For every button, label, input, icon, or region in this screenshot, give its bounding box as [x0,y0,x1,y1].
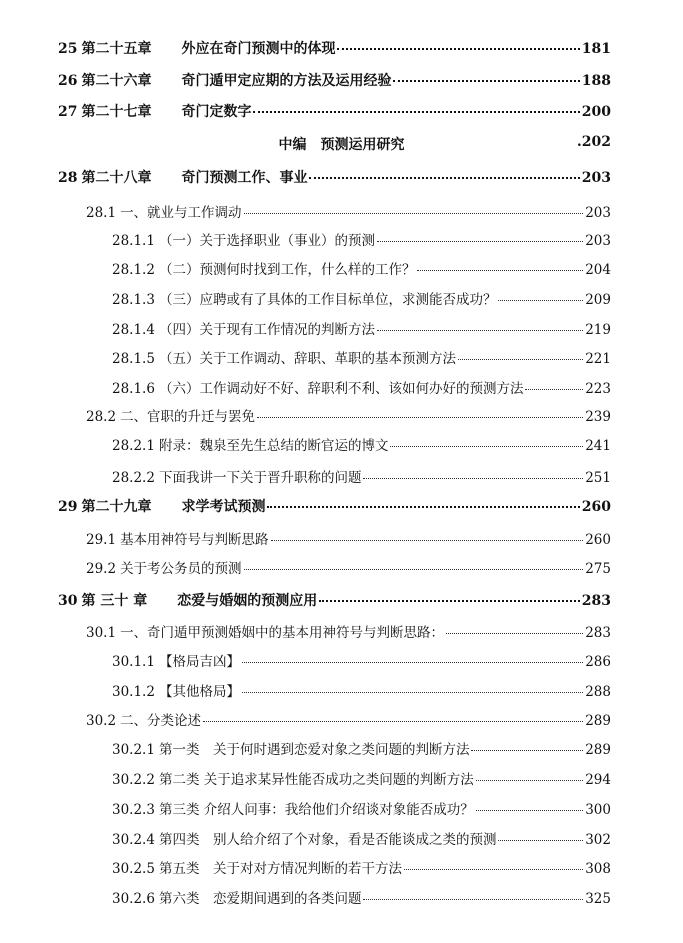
toc-number: 28.2 [86,409,117,425]
dot-leader [337,48,579,50]
toc-entry[interactable] [112,887,611,907]
toc-title: （四）关于现有工作情况的判断方法 [158,322,375,338]
toc-page: 260 [581,499,611,515]
toc-number: 28.1.4 [112,322,155,338]
toc-page: 203 [581,170,611,186]
toc-number: 30.1 [86,625,117,641]
toc-entry[interactable] [112,377,611,397]
toc-page: 286 [585,654,611,670]
dot-leader [458,359,583,360]
dot-leader [253,111,579,113]
dot-leader [244,569,584,570]
toc-entry[interactable] [112,798,611,818]
dot-leader [309,177,579,179]
toc-title: 第五类 关于对对方情况判断的若干方法 [158,861,402,877]
toc-chapter-label: 第二十九章 [81,499,152,515]
dot-leader [446,633,583,634]
dot-leader [404,869,583,870]
toc-entry[interactable] [112,650,611,670]
toc-title: 第一类 关于何时遇到恋爱对象之类问题的判断方法 [158,742,470,758]
toc-entry[interactable] [112,288,611,308]
toc-number: 28.1.1 [112,233,155,249]
dot-leader [363,899,583,900]
toc-entry[interactable] [112,738,611,758]
toc-entry[interactable] [112,318,611,338]
toc-page: 221 [585,351,611,367]
toc-page: 289 [585,713,611,729]
toc-number: 28.1.2 [112,262,155,278]
toc-page: 203 [585,233,611,249]
dot-leader [267,506,579,508]
dot-leader [257,417,583,418]
toc-entry[interactable] [112,434,611,454]
toc-title: （五）关于工作调动、辞职、革职的基本预测方法 [158,351,456,367]
dot-leader [203,721,583,722]
toc-entry[interactable] [112,466,611,486]
toc-chapter-entry[interactable] [58,590,611,610]
toc-number: 25 [58,41,78,57]
toc-title: 附录：魏泉至先生总结的断官运的博文 [158,438,389,454]
toc-number: 30.2.5 [112,861,155,877]
toc-title: 【其他格局】 [158,684,240,700]
toc-entry[interactable] [86,201,611,221]
toc-title: 【格局吉凶】 [158,654,240,670]
dot-leader [377,241,583,242]
dot-leader [525,389,583,390]
dot-leader [390,446,583,447]
toc-number: 29.2 [86,561,117,577]
toc-page: 251 [585,470,611,486]
toc-page: 181 [581,41,611,57]
toc-page: 203 [585,205,611,221]
dot-leader [471,750,583,751]
toc-page: 219 [585,322,611,338]
toc-chapter-entry[interactable] [58,70,611,90]
toc-title: 一、奇门遁甲预测婚姻中的基本用神符号与判断思路： [120,625,445,641]
toc-page: 288 [585,684,611,700]
dot-leader [244,213,584,214]
toc-title: 一、就业与工作调动 [120,205,242,221]
toc-number: 30.2.2 [112,772,155,788]
toc-number: 29 [58,499,78,515]
toc-section-heading[interactable] [0,134,683,154]
dot-leader [242,692,583,693]
toc-entry[interactable] [112,229,611,249]
toc-number: 30.2.1 [112,742,155,758]
toc-number: 29.1 [86,532,117,548]
dot-leader [363,478,583,479]
toc-title: 奇门遁甲定应期的方法及运用经验 [181,73,392,89]
toc-title: 恋爱与婚姻的预测应用 [177,593,318,609]
toc-entry[interactable] [86,405,611,425]
toc-entry[interactable] [86,528,611,548]
toc-page: 300 [585,802,611,818]
toc-number: 28.1 [86,205,117,221]
toc-page: 289 [585,742,611,758]
toc-page: 239 [585,409,611,425]
toc-title: 外应在奇门预测中的体现 [181,41,336,57]
dot-leader [271,540,584,541]
toc-title: 中编 预测运用研究 [278,137,405,153]
toc-page: 308 [585,861,611,877]
toc-page: 204 [585,262,611,278]
toc-page: .202 [576,134,611,150]
toc-page: 200 [581,104,611,120]
toc-page: 223 [585,381,611,397]
toc-title: 求学考试预测 [181,499,266,515]
toc-title: （六）工作调动好不好、辞职利不利、该如何办好的预测方法 [158,381,524,397]
toc-chapter-entry[interactable] [58,496,611,516]
toc-title: （二）预测何时找到工作，什么样的工作？ [158,262,416,278]
dot-leader [393,80,579,82]
toc-entry[interactable] [112,347,611,367]
toc-title: 基本用神符号与判断思路 [120,532,269,548]
toc-number: 30.1.2 [112,684,155,700]
toc-entry[interactable] [86,621,611,641]
dot-leader [377,330,583,331]
toc-chapter-label: 第二十六章 [81,73,152,89]
dot-leader [319,600,580,602]
toc-entry[interactable] [112,680,611,700]
toc-page: 241 [585,438,611,454]
toc-page: 283 [581,593,611,609]
toc-page: 302 [585,832,611,848]
toc-number: 30.2 [86,713,117,729]
toc-entry[interactable] [112,857,611,877]
dot-leader [476,780,583,781]
toc-page: 188 [581,73,611,89]
toc-title: （三）应聘或有了具体的工作目标单位，求测能否成功？ [158,292,497,308]
toc-title: 奇门定数字 [181,104,252,120]
dot-leader [242,662,583,663]
toc-title: 第六类 恋爱期间遇到的各类问题 [158,891,362,907]
toc-title: 下面我讲一下关于晋升职称的问题 [158,470,362,486]
toc-chapter-entry[interactable] [58,167,611,187]
toc-number: 28.2.1 [112,438,155,454]
toc-entry[interactable] [112,768,611,788]
toc-chapter-label: 第二十八章 [81,170,152,186]
toc-number: 28.1.6 [112,381,155,397]
toc-entry[interactable] [86,709,611,729]
toc-chapter-label: 第二十七章 [81,104,152,120]
toc-page: 275 [585,561,611,577]
toc-number: 30.2.3 [112,802,155,818]
toc-title: 第四类 别人给介绍了个对象，看是否能谈成之类的预测 [158,832,497,848]
toc-title: （一）关于选择职业（事业）的预测 [158,233,375,249]
toc-chapter-label: 第 三十 章 [81,593,148,609]
toc-title: 二、分类论述 [120,713,202,729]
toc-number: 30 [58,593,78,609]
toc-number: 30.1.1 [112,654,155,670]
toc-entry[interactable] [86,557,611,577]
toc-chapter-label: 第二十五章 [81,41,152,57]
toc-number: 28 [58,170,78,186]
toc-title: 关于考公务员的预测 [120,561,242,577]
toc-chapter-entry[interactable] [58,101,611,121]
toc-chapter-entry[interactable] [58,38,611,58]
toc-number: 30.2.6 [112,891,155,907]
toc-number: 28.2.2 [112,470,155,486]
toc-number: 27 [58,104,78,120]
toc-page: 325 [585,891,611,907]
toc-page: 294 [585,772,611,788]
toc-number: 28.1.3 [112,292,155,308]
dot-leader [498,300,583,301]
toc-page: 283 [585,625,611,641]
toc-entry[interactable] [112,258,611,278]
toc-title: 奇门预测工作、事业 [181,170,308,186]
toc-number: 28.1.5 [112,351,155,367]
toc-number: 26 [58,73,78,89]
toc-title: 二、官职的升迁与罢免 [120,409,256,425]
toc-number: 30.2.4 [112,832,155,848]
toc-title: 第二类 关于追求某异性能否成功之类问题的判断方法 [158,772,474,788]
dot-leader [476,810,583,811]
toc-page: 260 [585,532,611,548]
dot-leader [417,270,583,271]
toc-page: 209 [585,292,611,308]
toc-entry[interactable] [112,828,611,848]
toc-title: 第三类 介绍人问事：我给他们介绍谈对象能否成功？ [158,802,474,818]
dot-leader [498,840,583,841]
